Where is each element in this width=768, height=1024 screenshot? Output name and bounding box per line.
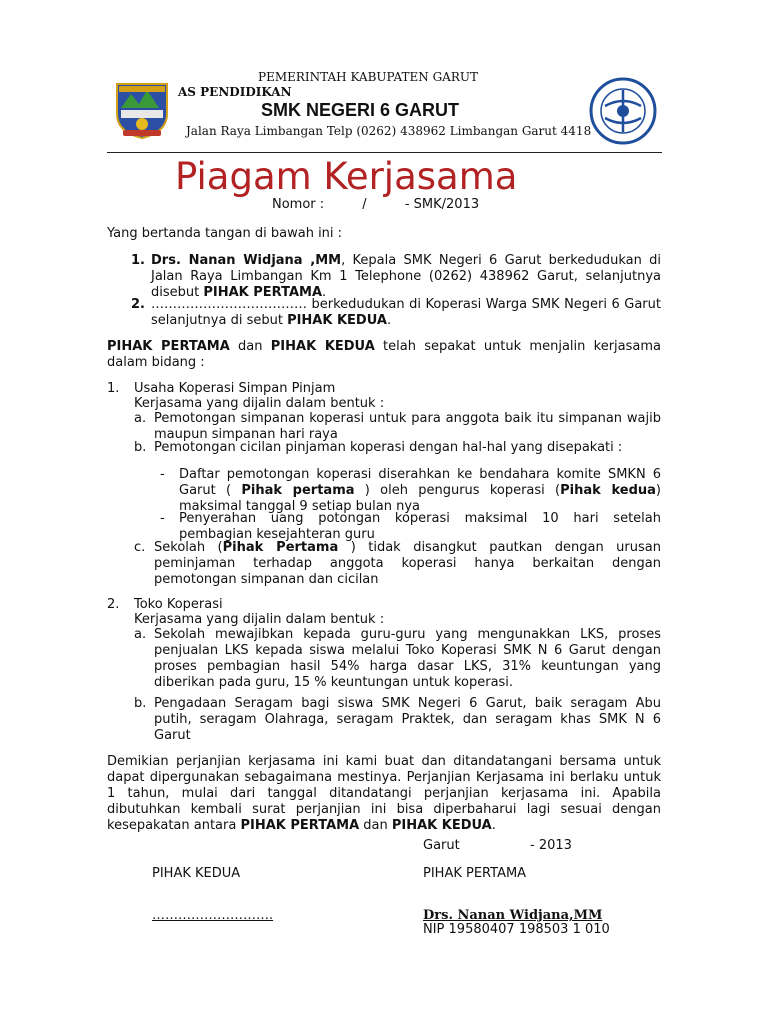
bullet-dash: - — [160, 467, 165, 482]
party-1-number: 1. — [131, 253, 145, 268]
party-2-number: 2. — [131, 297, 145, 312]
left-signatory-role: PIHAK KEDUA — [152, 866, 241, 881]
left-signatory-name: ………………………. — [152, 908, 274, 923]
section-2-sub: Kerjasama yang dijalin dalam bentuk : — [134, 612, 385, 627]
section-1-number: 1. — [107, 381, 120, 396]
party-2-name: ……………………………… — [151, 297, 307, 312]
section-2-a-label: a. — [134, 627, 147, 642]
nomor-line — [272, 197, 479, 213]
intro-text: Yang bertanda tangan di bawah ini : — [107, 226, 343, 241]
section-1-a-label: a. — [134, 411, 147, 426]
section-2-b-label: b. — [134, 696, 147, 711]
party-1-name: Drs. Nanan Widjana ,MM — [151, 253, 342, 268]
signature-date: - 2013 — [530, 838, 572, 853]
section-1-c-text: Sekolah (Pihak Pertama ) tidak disangkut pautkan dengan urusan peminjaman terhadap anggota koperasi hanya berkaitan dengan pemotongan simpanan dan cicilan — [154, 540, 661, 587]
nomor-separator: / — [362, 197, 367, 212]
closing-paragraph: Demikian perjanjian kerjasama ini kami buat dan ditandatangani bersama untuk dapat dipergunakan sebagaimana mestinya. Perjanjian Kerjasama ini berlaku untuk 1 tahun, mulai dari tanggal ditandatangi perjanjian kerjasama ini. Apabila dibutuhkan kembali surat perjanjian ini bisa diperbaharui lagi sesuai dengan kesepakatan antara PIHAK PERTAMA dan PIHAK KEDUA. — [107, 754, 661, 833]
school-name: SMK NEGERI 6 GARUT — [261, 100, 460, 120]
department-heading: AS PENDIDIKAN — [178, 85, 292, 99]
section-1-c-label: c. — [134, 540, 146, 555]
smk-negeri-6-logo — [588, 76, 658, 146]
nomor-code: - SMK/2013 — [404, 197, 480, 212]
school-address: Jalan Raya Limbangan Telp (0262) 438962 Limbangan Garut 4418 — [186, 124, 592, 138]
party-2-role: PIHAK KEDUA — [287, 313, 387, 328]
section-1-title: Usaha Koperasi Simpan Pinjam — [134, 381, 336, 396]
party-1-role: PIHAK PERTAMA — [203, 285, 323, 300]
signature-place: Garut — [423, 838, 460, 853]
section-1-b-label: b. — [134, 440, 147, 455]
section-2-a-text: Sekolah mewajibkan kepada guru-guru yang mengunakkan LKS, proses penjualan LKS kepada siswa melalui Toko Koperasi SMK N 6 Garut dengan proses pembagian hasil 54% harga dasar LKS, 31% keuntungan yang diberikan pada guru, 15 % keuntungan untuk koperasi. — [154, 627, 661, 690]
government-heading: PEMERINTAH KABUPATEN GARUT — [258, 70, 478, 84]
party-1-text: Drs. Nanan Widjana ,MM, Kepala SMK Negeri 6 Garut berkedudukan di Jalan Raya Limbangan Km 1 Telephone (0262) 438962 Garut, selanjutnya disebut PIHAK PERTAMA. — [151, 253, 661, 300]
section-1-b-detail-1: Daftar pemotongan koperasi diserahkan ke bendahara komite SMKN 6 Garut ( Pihak pertama ) oleh pengurus koperasi (Pihak kedua) maksimal tanggal 9 setiap bulan nya — [179, 467, 661, 514]
party-2-text: ……………………………… berkedudukan di Koperasi Warga SMK Negeri 6 Garut selanjutnya di sebut PIHAK KEDUA. — [151, 297, 661, 328]
section-1-b-text: Pemotongan cicilan pinjaman koperasi dengan hal-hal yang disepakati : — [154, 440, 623, 455]
agreement-paragraph: PIHAK PERTAMA dan PIHAK KEDUA telah sepakat untuk menjalin kerjasama dalam bidang : — [107, 339, 661, 370]
header-divider — [107, 152, 662, 153]
section-1-sub: Kerjasama yang dijalin dalam bentuk : — [134, 396, 385, 411]
bullet-dash: - — [160, 511, 165, 526]
right-signatory-nip: NIP 19580407 198503 1 010 — [423, 922, 610, 937]
document-title: Piagam Kerjasama — [175, 155, 518, 198]
right-signatory-role: PIHAK PERTAMA — [423, 866, 527, 881]
nomor-label: Nomor : — [272, 197, 325, 212]
section-1-a-text: Pemotongan simpanan koperasi untuk para anggota baik itu simpanan wajib maupun simpanan hari raya — [154, 411, 661, 442]
section-2-b-text: Pengadaan Seragam bagi siswa SMK Negeri 6 Garut, baik seragam Abu putih, seragam Olahraga, seragam Praktek, dan seragam khas SMK N 6 Garut — [154, 696, 661, 743]
section-2-title: Toko Koperasi — [134, 597, 223, 612]
right-signatory-name: Drs. Nanan Widjana,MM — [423, 908, 603, 923]
section-2-number: 2. — [107, 597, 120, 612]
section-1-b-detail-2: Penyerahan uang potongan koperasi maksimal 10 hari setelah pembagian kesejahteran guru — [179, 511, 661, 542]
garut-regency-logo — [113, 80, 171, 140]
